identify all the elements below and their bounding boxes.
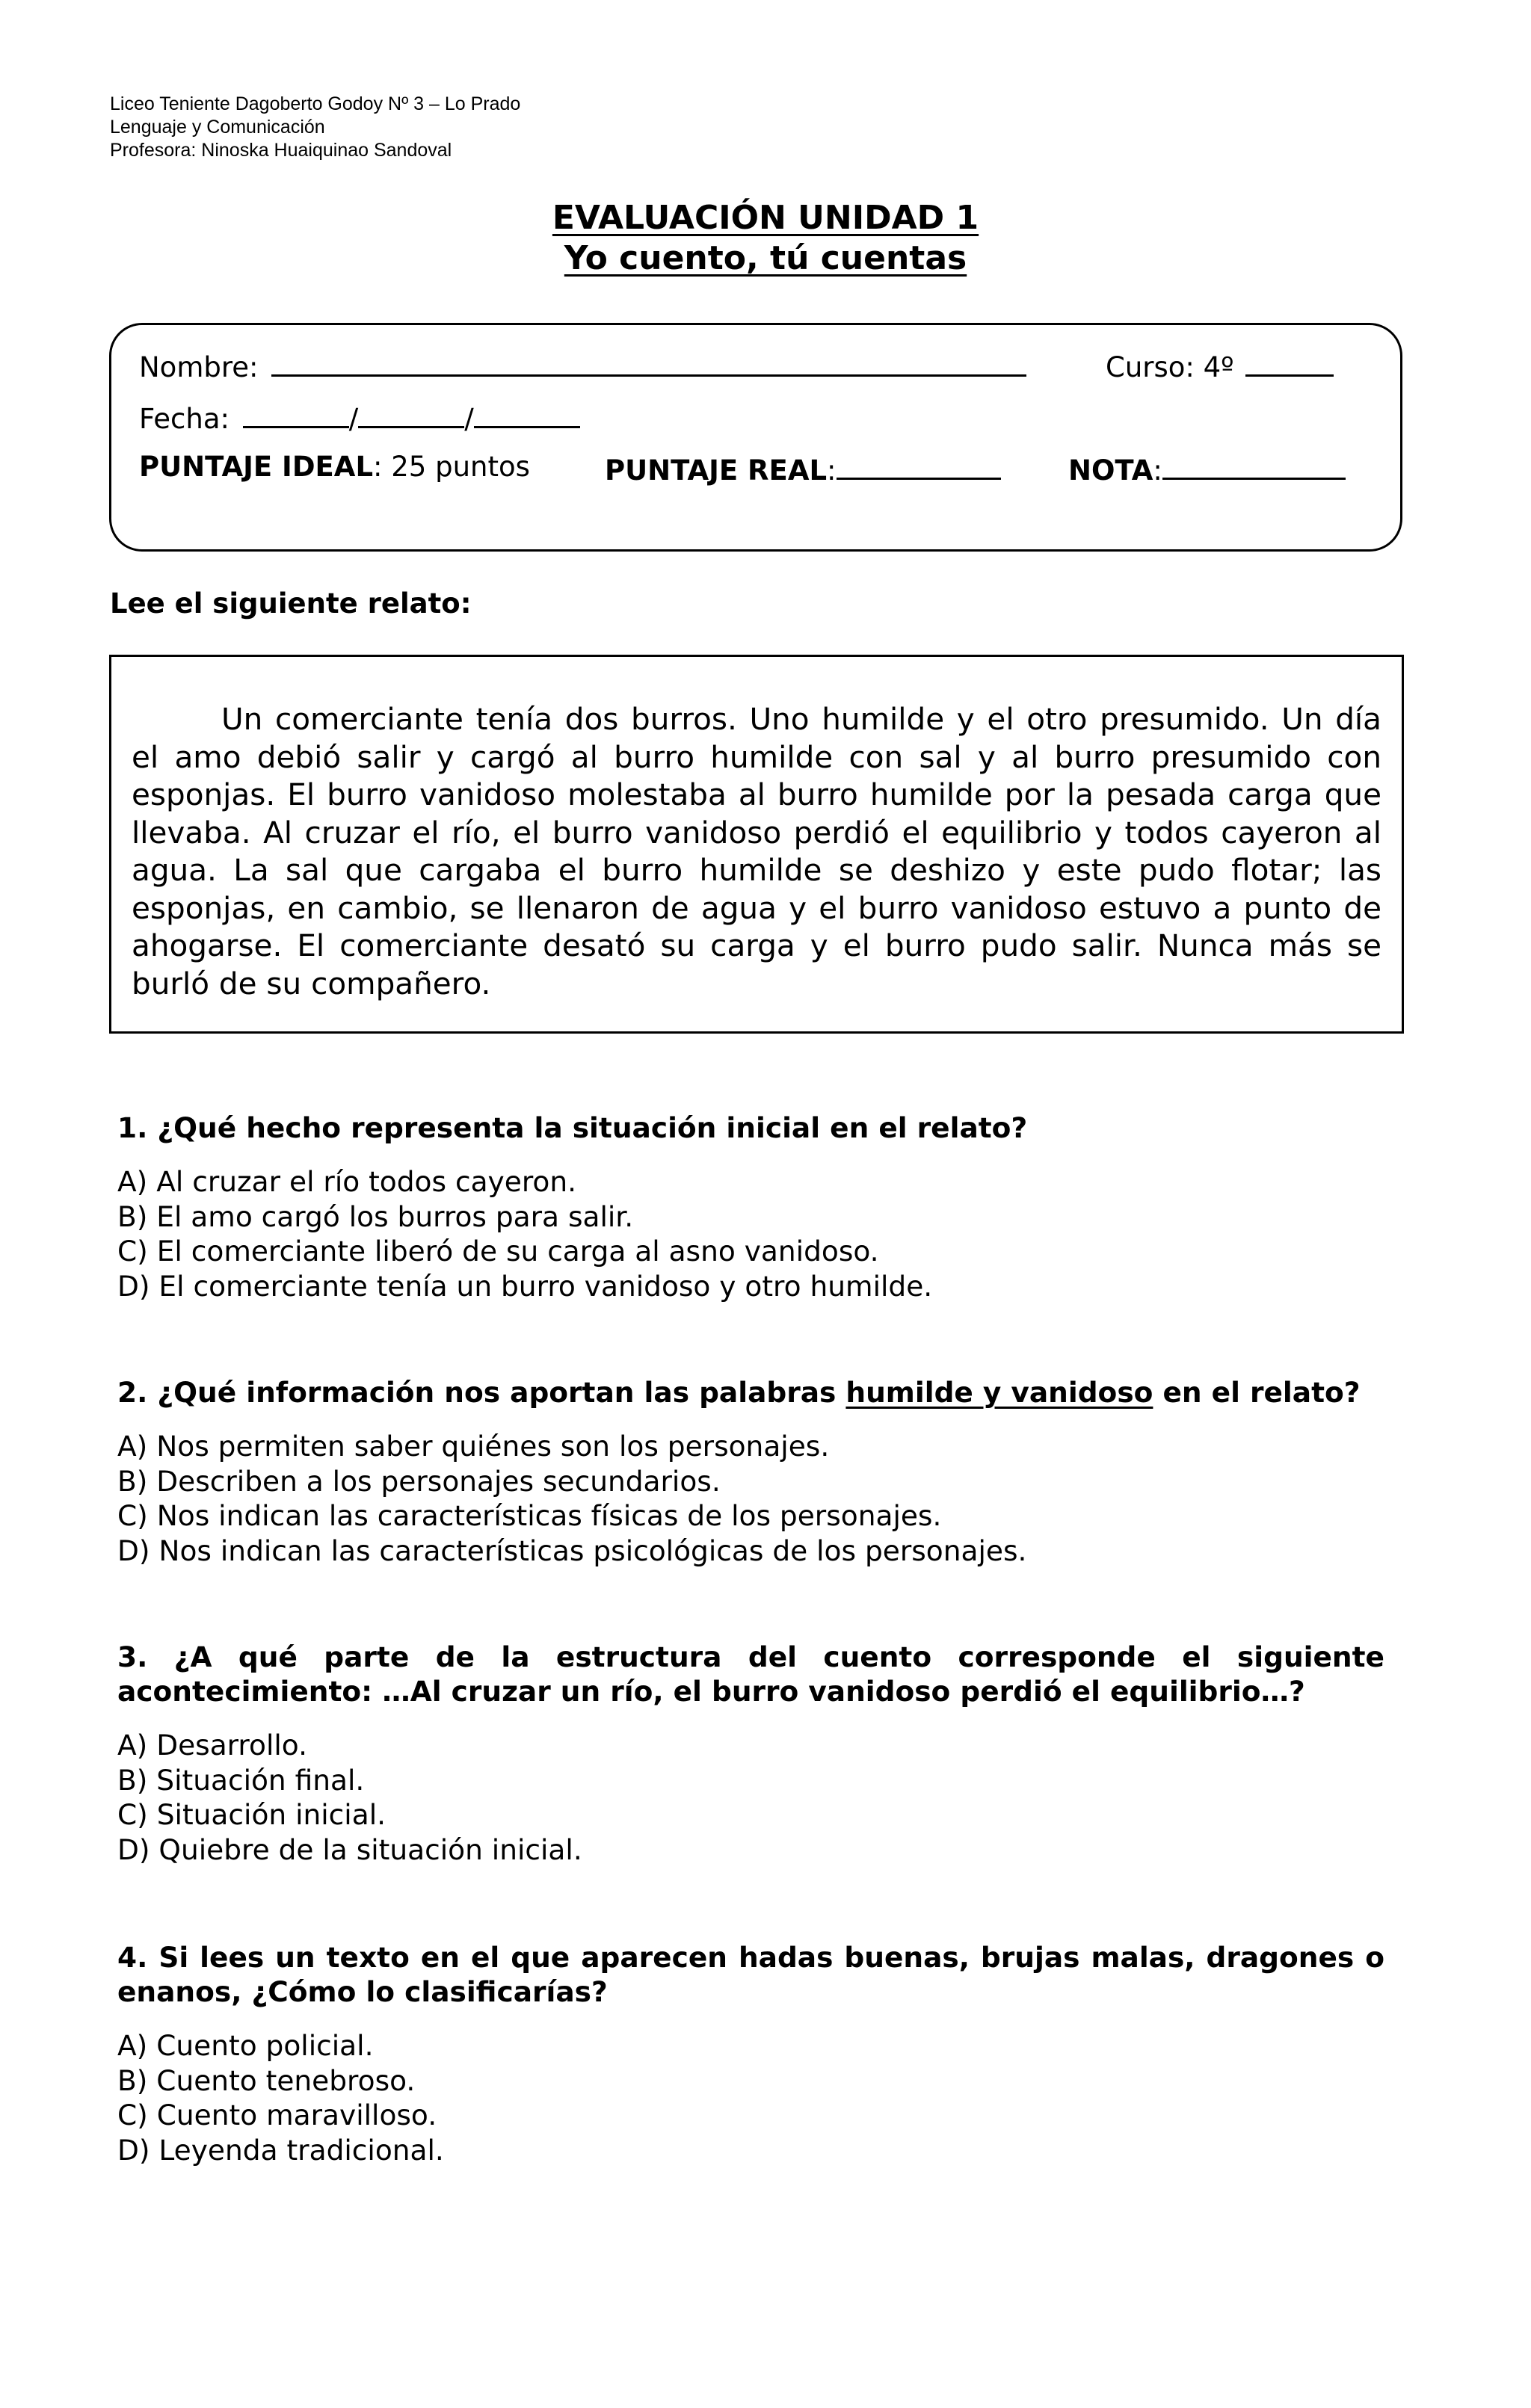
ideal-score-label: PUNTAJE IDEAL bbox=[139, 451, 374, 483]
exam-title bbox=[0, 198, 1531, 279]
option-d[interactable]: D) Nos indican las características psicológicas de los personajes. bbox=[117, 1534, 1027, 1567]
school-header bbox=[110, 93, 520, 162]
question-1 bbox=[117, 1111, 1384, 1303]
date-year-field[interactable] bbox=[474, 399, 580, 428]
grade-label: NOTA bbox=[1068, 454, 1153, 487]
date-month-field[interactable] bbox=[358, 399, 464, 428]
option-d[interactable]: D) Leyenda tradicional. bbox=[117, 2133, 444, 2167]
question-4-options bbox=[117, 2028, 1384, 2167]
option-c[interactable]: C) El comerciante liberó de su carga al asno vanidoso. bbox=[117, 1235, 879, 1268]
school-name: Liceo Teniente Dagoberto Godoy Nº 3 – Lo Prado bbox=[110, 93, 521, 114]
question-3-stem: 3. ¿A qué parte de la estructura del cuento corresponde el siguiente acontecimiento: …Al cruzar un río, el burro vanidoso perdió el equilibrio…? bbox=[117, 1640, 1384, 1708]
question-4-stem: 4. Si lees un texto en el que aparecen hadas buenas, brujas malas, dragones o enanos, ¿Cómo lo clasificarías? bbox=[117, 1941, 1384, 2008]
ideal-score-value: : 25 puntos bbox=[373, 451, 530, 483]
option-c[interactable]: C) Cuento maravilloso. bbox=[117, 2099, 437, 2131]
option-b[interactable]: B) Describen a los personajes secundarios. bbox=[117, 1464, 721, 1498]
grade-field[interactable] bbox=[1162, 451, 1346, 480]
score-ideal-row bbox=[139, 451, 530, 484]
student-info-box bbox=[109, 323, 1402, 552]
option-d[interactable]: D) Quiebre de la situación inicial. bbox=[117, 1833, 582, 1866]
grade-row bbox=[1068, 451, 1346, 487]
reading-instruction: Lee el siguiente relato: bbox=[110, 587, 472, 620]
title-line-2: Yo cuento, tú cuentas bbox=[564, 239, 967, 277]
date-row bbox=[139, 399, 580, 436]
title-line-1: EVALUACIÓN UNIDAD 1 bbox=[552, 199, 979, 237]
name-row bbox=[139, 348, 1026, 384]
option-a[interactable]: A) Cuento policial. bbox=[117, 2029, 374, 2062]
name-label: Nombre: bbox=[139, 351, 259, 383]
question-1-stem: 1. ¿Qué hecho representa la situación inicial en el relato? bbox=[117, 1111, 1028, 1144]
name-field[interactable] bbox=[271, 348, 1026, 377]
course-label: Curso: 4º bbox=[1106, 351, 1234, 383]
question-2-underlined-words: humilde y vanidoso bbox=[845, 1376, 1153, 1409]
option-d[interactable]: D) El comerciante tenía un burro vanidoso y otro humilde. bbox=[117, 1269, 933, 1303]
question-3-options bbox=[117, 1728, 1384, 1867]
real-score-colon: : bbox=[827, 454, 837, 487]
date-separator: / bbox=[464, 403, 474, 435]
option-c[interactable]: C) Nos indican las características físicas de los personajes. bbox=[117, 1499, 942, 1532]
real-score-field[interactable] bbox=[837, 451, 1001, 480]
teacher-name: Profesora: Ninoska Huaiquinao Sandoval bbox=[110, 140, 452, 161]
real-score-label: PUNTAJE REAL bbox=[605, 454, 828, 487]
question-1-options bbox=[117, 1164, 1384, 1303]
date-label: Fecha: bbox=[139, 403, 230, 435]
date-day-field[interactable] bbox=[243, 399, 349, 428]
option-a[interactable]: A) Desarrollo. bbox=[117, 1729, 308, 1762]
option-b[interactable]: B) Situación final. bbox=[117, 1763, 365, 1797]
option-c[interactable]: C) Situación inicial. bbox=[117, 1798, 386, 1831]
question-2-stem-end: en el relato? bbox=[1153, 1376, 1361, 1409]
question-2-stem bbox=[117, 1375, 1384, 1410]
question-3 bbox=[117, 1640, 1384, 1867]
story-box bbox=[109, 655, 1404, 1034]
question-2 bbox=[117, 1375, 1384, 1568]
grade-colon: : bbox=[1153, 454, 1162, 487]
subject-name: Lenguaje y Comunicación bbox=[110, 117, 325, 138]
option-a[interactable]: A) Nos permiten saber quiénes son los personajes. bbox=[117, 1430, 830, 1463]
question-4 bbox=[117, 1940, 1384, 2167]
story-text: Un comerciante tenía dos burros. Uno humilde y el otro presumido. Un día el amo debió salir y cargó al burro humilde con sal y al burro presumido con esponjas. El burro vanidoso molestaba al burro humilde por la pesada carga que llevaba. Al cruzar el río, el burro vanidoso perdió el equilibrio y todos cayeron al agua. La sal que cargaba el burro humilde se deshizo y este pudo flotar; las esponjas, en cambio, se llenaron de agua y el burro vanidoso estuvo a punto de ahogarse. El comerciante desató su carga y el burro pudo salir. Nunca más se burló de su compañero. bbox=[132, 701, 1381, 1001]
course-field[interactable] bbox=[1245, 348, 1334, 377]
date-separator: / bbox=[348, 403, 359, 435]
question-2-stem-start: 2. ¿Qué información nos aportan las palabras bbox=[117, 1376, 846, 1409]
option-b[interactable]: B) Cuento tenebroso. bbox=[117, 2063, 416, 2097]
question-2-options bbox=[117, 1429, 1384, 1568]
course-row bbox=[1106, 348, 1334, 384]
option-a[interactable]: A) Al cruzar el río todos cayeron. bbox=[117, 1165, 577, 1198]
option-b[interactable]: B) El amo cargó los burros para salir. bbox=[117, 1200, 634, 1233]
score-real-row bbox=[605, 451, 1001, 487]
